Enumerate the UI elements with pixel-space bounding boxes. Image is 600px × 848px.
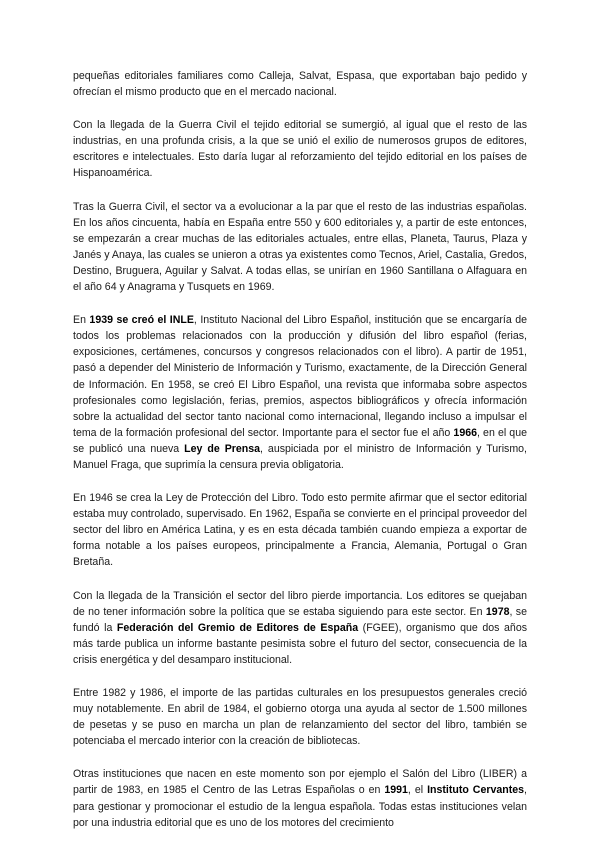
bold-text: 1939 se creó el INLE [89, 314, 194, 327]
paragraph-text: En [73, 314, 90, 327]
paragraph-text: Entre 1982 y 1986, el importe de las partidas culturales en los presupuestos generales creció muy notablemente. En abril de 1984, el gobierno otorga una ayuda al sector de 1.500 millones de pesetas y se puso en marcha un plan de relanzamiento del sector del libro, también se potenciaba el mercado interior con la creación de bibliotecas. [73, 687, 527, 748]
paragraph-p2 [73, 117, 527, 181]
paragraph-text: pequeñas editoriales familiares como Calleja, Salvat, Espasa, que exportaban bajo pedido y ofrecían el mismo producto que en el mercado nacional. [73, 70, 527, 99]
paragraph-p7 [73, 685, 527, 749]
paragraph-text: Otras instituciones que nacen en este momento son por ejemplo el Salón del Libro (LIBER) a partir de 1983, en 1985 el Centro de las Letras Españolas o en [73, 768, 527, 797]
paragraph-text: En 1946 se crea la Ley de Protección del Libro. Todo esto permite afirmar que el sector editorial estaba muy controlado, supervisado. En 1962, España se convierte en el principal proveedor del sector del libro en América Latina, y es en esta década también cuando empieza a exportar de forma notable a los países europeos, principalmente a Francia, Alemania, Portugal o Gran Bretaña. [73, 492, 527, 569]
paragraph-text: Con la llegada de la Transición el sector del libro pierde importancia. Los editores se quejaban de no tener información sobre la política que se estaba siguiendo para este sector. En [73, 589, 527, 618]
paragraph-p3 [73, 199, 527, 296]
paragraph-text: , auspiciada por el ministro de Información y Turismo, Manuel Fraga, que suprimía la censura previa obligatoria. [73, 442, 527, 471]
paragraph-p8 [73, 766, 527, 830]
document-body [73, 68, 527, 831]
paragraph-text: (FGEE), organismo que dos años más tarde publica un informe bastante pesimista sobre el futuro del sector, consecuencia de la crisis energética y del desamparo institucional. [73, 621, 528, 666]
bold-text: Instituto Cervantes [427, 784, 525, 797]
paragraph-text: , el [407, 784, 428, 797]
paragraph-text: , en el que se publicó una nueva [73, 426, 527, 455]
paragraph-text: Tras la Guerra Civil, el sector va a evolucionar a la par que el resto de las industrias españolas. En los años cincuenta, había en España entre 550 y 600 editoriales y, a partir de este entonces, se empezarán a crear muchas de las editoriales actuales, entre ellas, Planeta, Taurus, Plaza y Janés y Anaya, las cuales se unieron a otras ya existentes como Tecnos, Ariel, Castalia, Gredos, Destino, Bruguera, Aguilar y Salvat. A todas ellas, se unirían en 1960 Santillana o Alfaguara en el año 64 y Anagrama y Tusquets en 1969. [73, 200, 527, 294]
bold-text: 1966 [453, 426, 477, 439]
bold-text: Federación del Gremio de Editores de España [116, 621, 359, 634]
paragraph-text: , se fundó la [73, 605, 527, 634]
bold-text: Ley de Prensa [184, 442, 261, 455]
bold-text: 1991 [384, 784, 408, 797]
paragraph-p1 [73, 68, 527, 100]
paragraph-text: , Instituto Nacional del Libro Español, institución que se encargaría de todos los problemas relacionados con la producción y difusión del libro español (ferias, exposiciones, certámenes, concursos y congresos relacionados con el libro). A partir de 1951, pasó a depender del Ministerio de Información y Turismo, exactamente, de la Dirección General de Información. En 1958, se creó El Libro Español, una revista que informaba sobre aspectos profesionales como legislación, ferias, premios, aspectos bibliográficos y ofrecía información sobre la actualidad del sector tanto nacional como internacional, llegando incluso a impulsar el tema de la formación profesional del sector. Importante para el sector fue el año [73, 314, 528, 439]
paragraph-text: Con la llegada de la Guerra Civil el tejido editorial se sumergió, al igual que el resto de las industrias, en una profunda crisis, a la que se unió el exilio de numerosos grupos de editores, escritores e intelectuales. Esto daría lugar al reforzamiento del tejido editorial en los países de Hispanoamérica. [73, 119, 527, 180]
paragraph-p6 [73, 588, 527, 668]
paragraph-p5 [73, 490, 527, 570]
bold-text: 1978 [485, 605, 510, 618]
paragraph-text: , para gestionar y promocionar el estudio de la lengua española. Todas estas instituciones velan por una industria editorial que es uno de los motores del crecimiento [73, 784, 527, 829]
paragraph-p4 [73, 312, 527, 473]
